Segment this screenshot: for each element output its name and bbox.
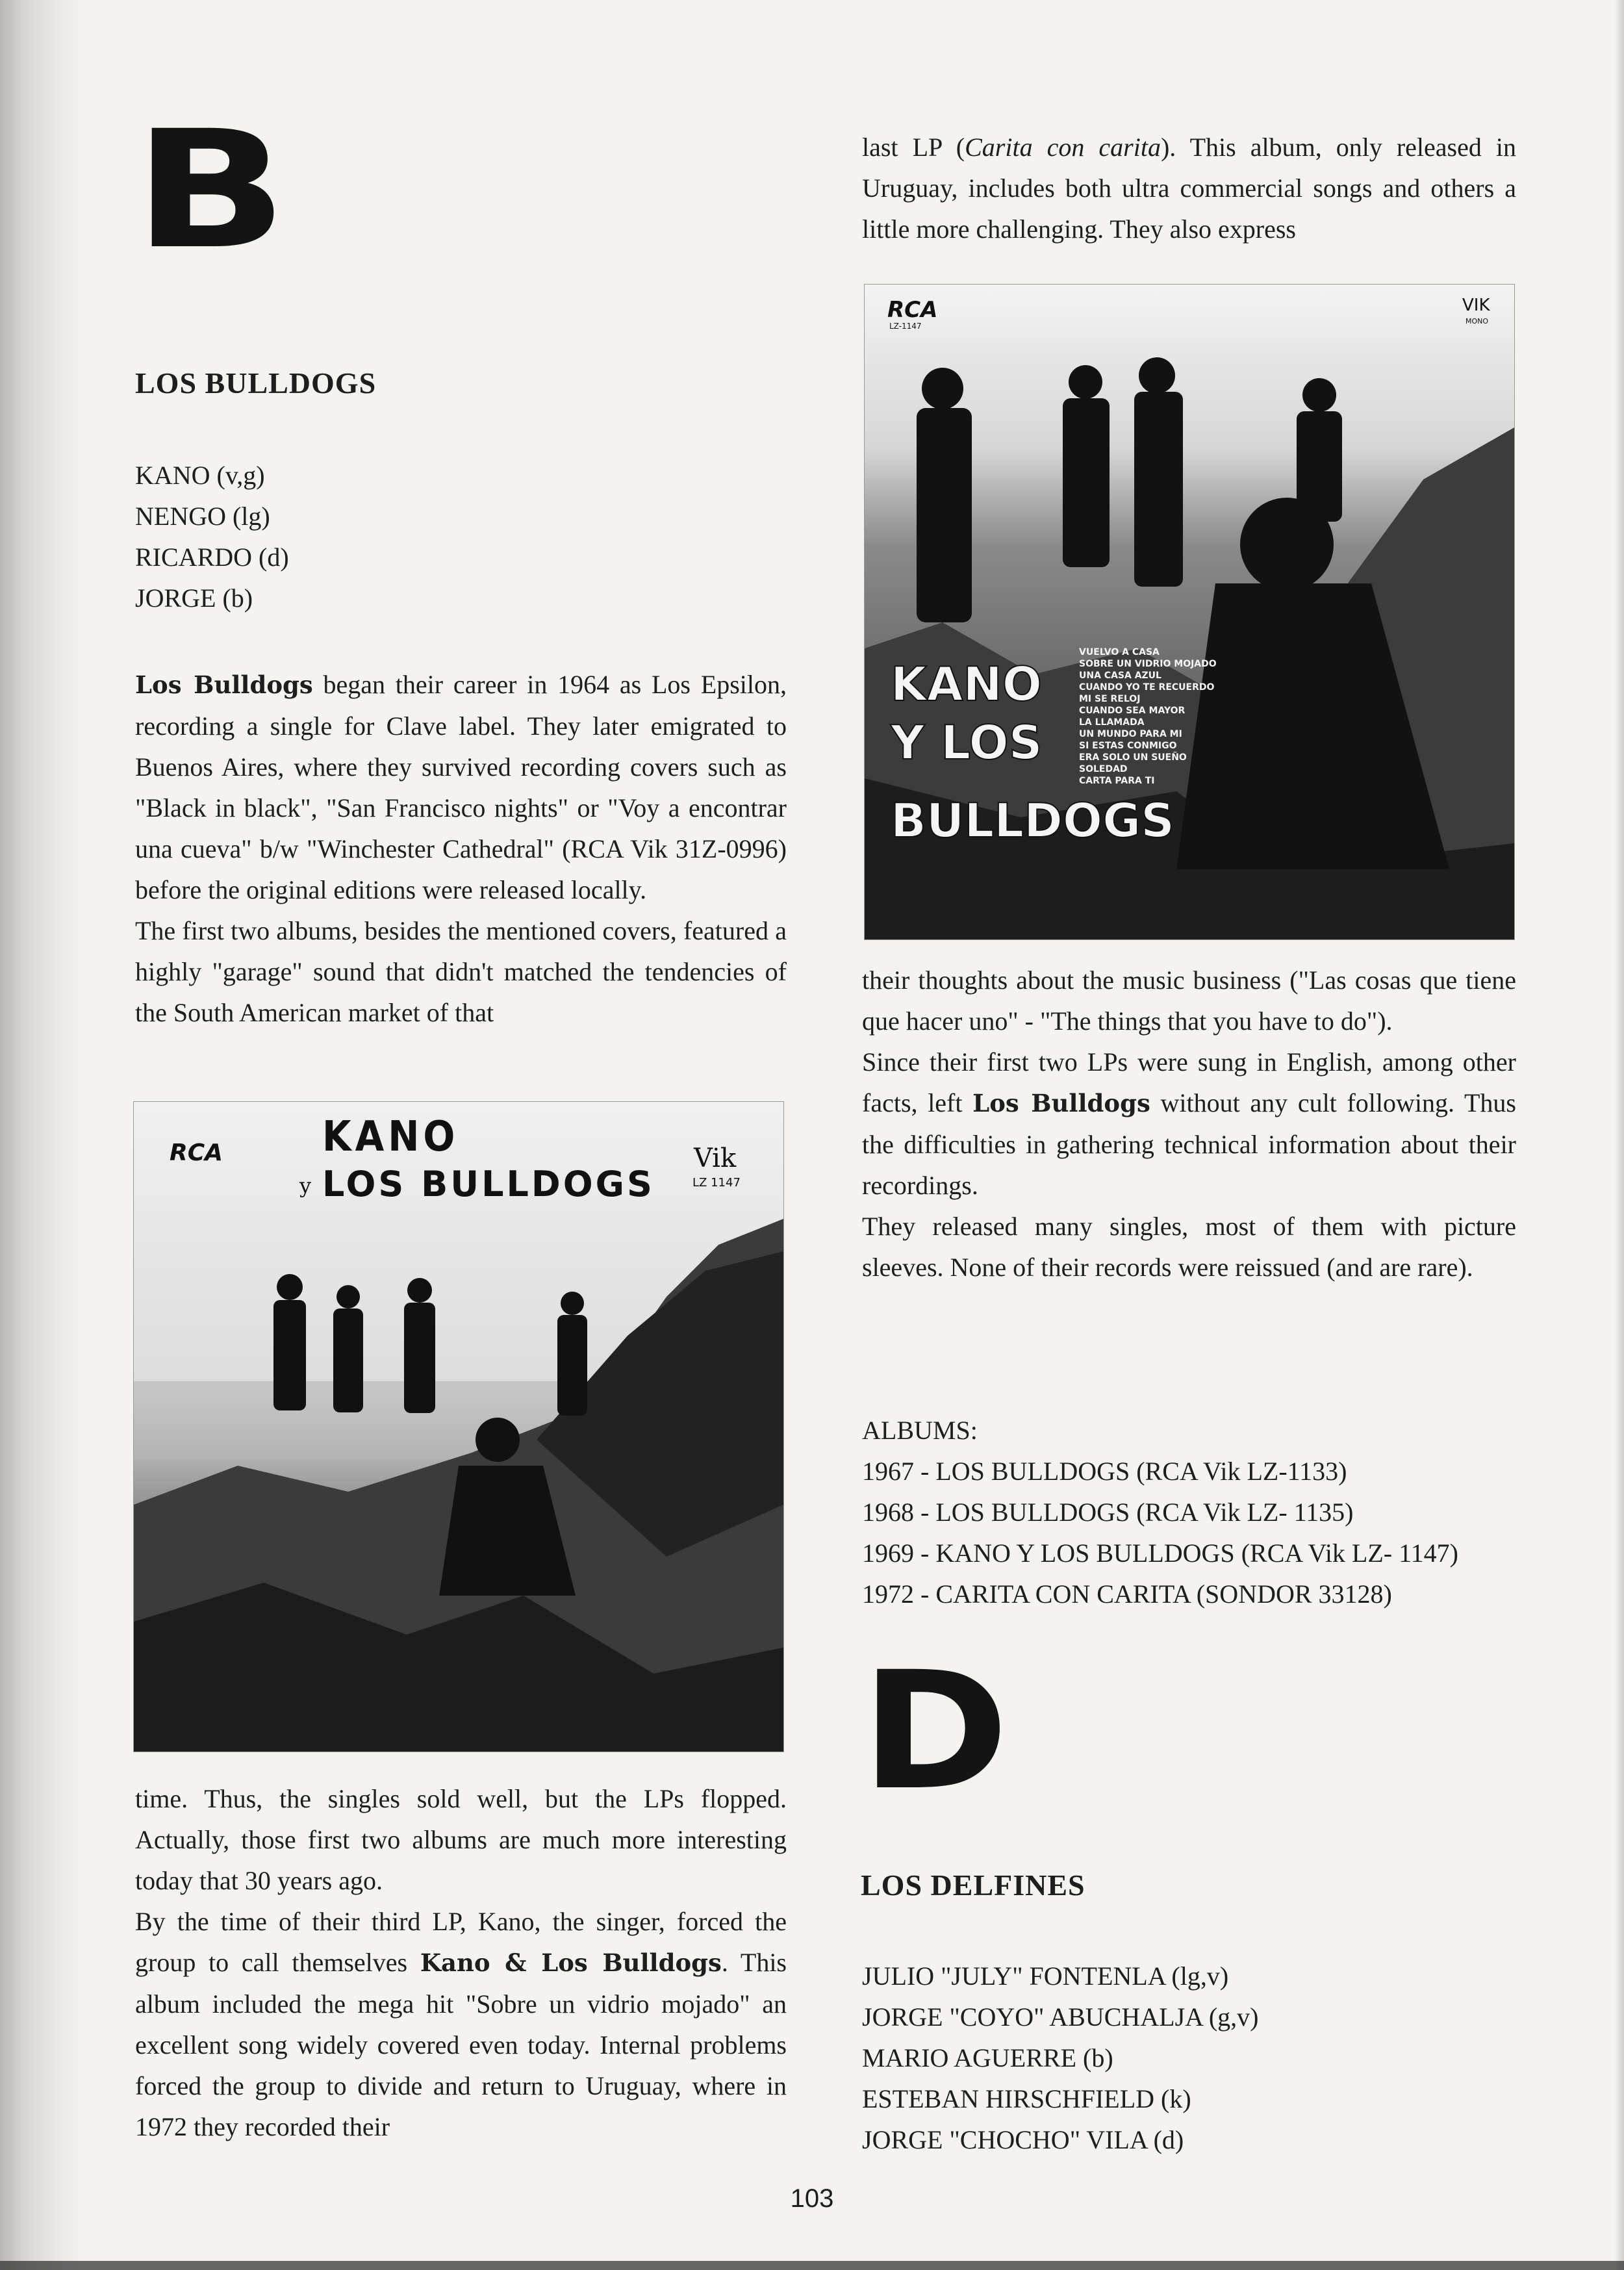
- member-item: ESTEBAN HIRSCHFIELD (k): [862, 2084, 1191, 2113]
- album-cover-photo: [134, 1102, 783, 1752]
- delfines-members-list: [862, 1956, 1516, 2160]
- track-item: MI SE RELOJ: [1079, 694, 1141, 704]
- section-title-los-delfines: LOS DELFINES: [861, 1868, 1085, 1902]
- page-bottom-edge: [0, 2261, 1624, 2270]
- cover-title-kano: KANO: [322, 1113, 459, 1161]
- bulldogs-body-bottom: [135, 1778, 787, 2147]
- cover-title-line: BULLDOGS: [891, 793, 1175, 848]
- track-item: SOLEDAD: [1079, 764, 1128, 774]
- rca-logo: RCA: [887, 297, 938, 323]
- paragraph-text: Since their first two LPs were sung in English, among other facts, left: [862, 1047, 1516, 1117]
- paragraph: [135, 664, 787, 910]
- bulldogs-body-top: [135, 664, 787, 1033]
- paragraph: [862, 1041, 1516, 1206]
- member-item: MARIO AGUERRE (b): [862, 2043, 1113, 2072]
- page-number: 103: [790, 2184, 834, 2213]
- album-item: 1968 - LOS BULLDOGS (RCA Vik LZ- 1135): [862, 1498, 1354, 1527]
- paragraph: [135, 1901, 787, 2147]
- bulldogs-members-list: [135, 455, 787, 619]
- paragraph-text: ). This album, only released in Uruguay, includes both ultra commercial songs and others a little more challenging. They also express: [862, 133, 1517, 244]
- track-item: SOBRE UN VIDRIO MOJADO: [1079, 659, 1217, 669]
- paragraph: time. Thus, the singles sold well, but the LPs flopped. Actually, those first two albums are much more interesting today that 30 years ago.: [135, 1784, 787, 1895]
- vik-logo: VIK: [1462, 296, 1490, 315]
- bulldogs-right-top: [862, 127, 1516, 249]
- track-item: CARTA PARA TI: [1079, 776, 1155, 786]
- paragraph: their thoughts about the music business ("Las cosas que tiene que hacer uno" - "The things that you have to do").: [862, 965, 1516, 1036]
- drop-letter-d: D: [861, 1637, 1009, 1826]
- member-item: NENGO (lg): [135, 502, 270, 531]
- member-item: RICARDO (d): [135, 542, 289, 572]
- album-item: 1972 - CARITA CON CARITA (SONDOR 33128): [862, 1579, 1392, 1609]
- mono-label: MONO: [1465, 317, 1489, 325]
- cover-title-line: Y LOS: [891, 715, 1043, 770]
- track-item: UN MUNDO PARA MI: [1079, 729, 1182, 739]
- member-item: JULIO "JULY" FONTENLA (lg,v): [862, 1961, 1229, 1991]
- bulldogs-right-body: [862, 960, 1516, 1288]
- paragraph-text: began their career in 1964 as Los Epsilon, recording a single for Clave label. They later emigrated to Buenos Aires, where they survived recording covers such as "Black in black", "San Francisco nights" or "Voy a encontrar una cueva" b/w "Winchester Cathedral" (RCA Vik 31Z-0996) before the original editions were released locally.: [135, 670, 787, 904]
- member-item: JORGE (b): [135, 583, 253, 613]
- album-item: 1969 - KANO Y LOS BULLDOGS (RCA Vik LZ- 1147): [862, 1538, 1458, 1568]
- member-item: JORGE "CHOCHO" VILA (d): [862, 2125, 1184, 2154]
- band-name-bold: Kano & Los Bulldogs: [420, 1948, 722, 1977]
- cover-title-line: KANO: [891, 657, 1042, 711]
- track-item: CUANDO YO TE RECUERDO: [1079, 682, 1215, 693]
- paragraph-text: . This album included the mega hit "Sobre un vidrio mojado" an excellent song widely covered even today. Internal problems forced the group to divide and return to Uruguay, where in 1972 they recorded their: [135, 1948, 787, 2141]
- albums-list: [862, 1410, 1516, 1614]
- section-title-los-bulldogs: LOS BULLDOGS: [135, 366, 377, 400]
- album-item: 1967 - LOS BULLDOGS (RCA Vik LZ-1133): [862, 1457, 1347, 1486]
- band-name-bold: Los Bulldogs: [972, 1089, 1150, 1117]
- track-item: SI ESTAS CONMIGO: [1079, 741, 1177, 751]
- member-item: KANO (v,g): [135, 461, 265, 490]
- track-item: ERA SOLO UN SUEÑO: [1079, 752, 1187, 763]
- track-item: UNA CASA AZUL: [1079, 670, 1161, 681]
- album-title-italic: Carita con carita: [965, 133, 1161, 162]
- paragraph: The first two albums, besides the mentioned covers, featured a highly "garage" sound that didn't matched the tendencies of the South American market of that: [135, 916, 787, 1027]
- drop-letter-b: B: [133, 96, 288, 285]
- albums-label: ALBUMS:: [862, 1416, 978, 1445]
- paragraph: [862, 127, 1516, 249]
- member-item: JORGE "COYO" ABUCHALJA (g,v): [862, 2002, 1259, 2032]
- band-name-bold: Los Bulldogs: [135, 670, 313, 699]
- catalog-number: LZ 1147: [692, 1176, 741, 1190]
- track-item: LA LLAMADA: [1079, 717, 1145, 728]
- paragraph: They released many singles, most of them with picture sleeves. None of their records were reissued (and are rare).: [862, 1212, 1516, 1282]
- cover-title-y: y: [299, 1173, 312, 1198]
- track-item: VUELVO A CASA: [1079, 647, 1160, 657]
- track-item: CUANDO SEA MAYOR: [1079, 706, 1186, 716]
- vik-logo: Vik: [694, 1143, 737, 1173]
- paragraph-text: last LP (: [862, 133, 965, 162]
- page-edge: [1615, 0, 1624, 2270]
- paragraph-text: By the time of their third LP, Kano, the singer, forced the group to call themselves: [135, 1907, 787, 1977]
- album-cover-carita-con-carita: [864, 284, 1515, 940]
- rca-logo: RCA: [170, 1140, 223, 1166]
- cover-title-los-bulldogs: LOS BULLDOGS: [322, 1164, 655, 1205]
- album-cover-kano-y-los-bulldogs: [133, 1101, 784, 1752]
- paragraph-text: without any cult following. Thus the difficulties in gathering technical information about their recordings.: [862, 1088, 1516, 1200]
- album-cover-photo: [865, 285, 1514, 939]
- catalog-number: LZ-1147: [889, 322, 922, 331]
- book-gutter-shadow: [0, 0, 84, 2270]
